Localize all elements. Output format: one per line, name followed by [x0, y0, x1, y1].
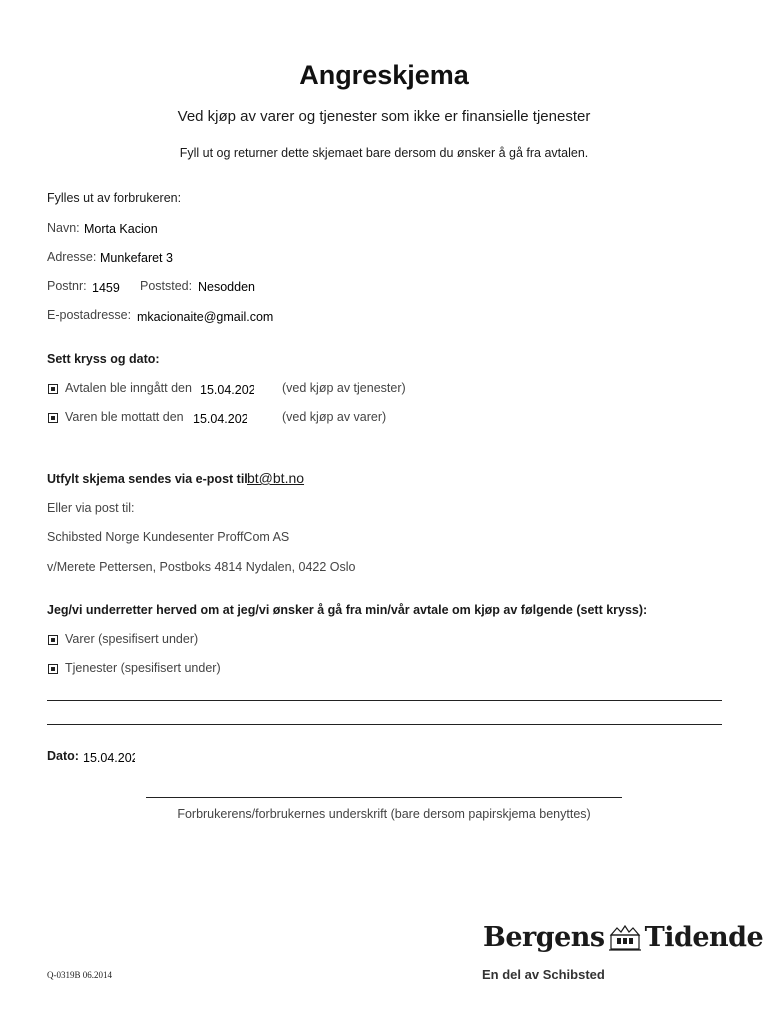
date-label: Dato:	[47, 749, 79, 763]
form-code: Q-0319B 06.2014	[47, 970, 112, 980]
page-subtitle: Ved kjøp av varer og tjenester som ikke er finansielle tjenester	[177, 108, 591, 125]
address-label: Adresse:	[47, 250, 97, 264]
received-label: Varen ble mottatt den	[65, 410, 184, 424]
dates-heading: Sett kryss og dato:	[47, 352, 160, 366]
page-title: Angreskjema	[299, 60, 469, 90]
services-checkbox[interactable]	[48, 664, 58, 674]
postal-address: v/Merete Pettersen, Postboks 4814 Nydalen, 0422 Oslo	[47, 560, 356, 574]
checkbox-mark-icon	[51, 638, 55, 642]
agreement-checkbox[interactable]	[48, 384, 58, 394]
name-label: Navn:	[47, 221, 80, 235]
email-field[interactable]	[137, 309, 357, 325]
email-link[interactable]: bt@bt.no	[247, 470, 305, 486]
withdrawal-heading: Jeg/vi underretter herved om at jeg/vi ønsker å gå fra min/vår avtale om kjøp av følgende (sett kryss):	[47, 603, 648, 617]
services-label: Tjenester (spesifisert under)	[65, 661, 221, 675]
brand-right: Tidende	[644, 922, 764, 953]
poststed-field[interactable]	[198, 279, 348, 295]
agreement-label: Avtalen ble inngått den	[65, 381, 192, 395]
specification-line-1	[47, 700, 722, 701]
agreement-note: (ved kjøp av tjenester)	[282, 381, 406, 395]
brand-tagline: En del av Schibsted	[482, 967, 605, 982]
goods-label: Varer (spesifisert under)	[65, 632, 199, 646]
received-note: (ved kjøp av varer)	[282, 410, 387, 424]
poststed-label: Poststed:	[140, 279, 193, 293]
post-intro: Eller via post til:	[47, 501, 135, 515]
checkbox-mark-icon	[51, 667, 55, 671]
consumer-heading: Fylles ut av forbrukeren:	[47, 191, 182, 205]
brand-left: Bergens	[483, 922, 605, 953]
checkbox-mark-icon	[51, 387, 55, 391]
instruction-text: Fyll ut og returner dette skjemaet bare dersom du ønsker å gå fra avtalen.	[179, 146, 589, 160]
signature-date-field[interactable]	[83, 750, 135, 766]
name-field[interactable]	[84, 221, 284, 237]
received-checkbox[interactable]	[48, 413, 58, 423]
address-field[interactable]	[100, 250, 300, 266]
received-date-field[interactable]	[193, 411, 247, 427]
send-email-text: Utfylt skjema sendes via e-post til	[47, 472, 248, 486]
company-name: Schibsted Norge Kundesenter ProffCom AS	[47, 530, 290, 544]
crest-icon	[607, 923, 643, 953]
agreement-date-field[interactable]	[200, 382, 254, 398]
email-label: E-postadresse:	[47, 308, 132, 322]
postnr-label: Postnr:	[47, 279, 87, 293]
signature-line	[146, 797, 622, 798]
checkbox-mark-icon	[51, 416, 55, 420]
goods-checkbox[interactable]	[48, 635, 58, 645]
brand-logo	[483, 922, 763, 953]
postnr-field[interactable]	[92, 280, 132, 296]
specification-line-2	[47, 724, 722, 725]
signature-caption: Forbrukerens/forbrukernes underskrift (bare dersom papirskjema benyttes)	[177, 807, 591, 821]
